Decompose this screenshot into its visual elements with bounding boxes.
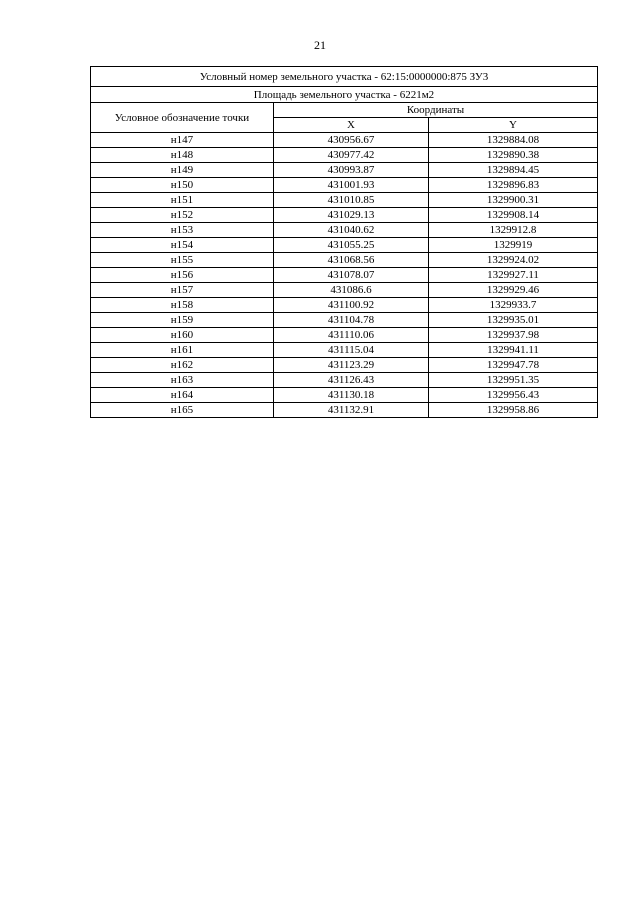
- table-area: Площадь земельного участка - 6221м2: [91, 87, 598, 103]
- x-cell: 431115.04: [274, 343, 429, 358]
- x-cell: 431123.29: [274, 358, 429, 373]
- y-cell: 1329927.11: [429, 268, 598, 283]
- y-cell: 1329947.78: [429, 358, 598, 373]
- x-cell: 431126.43: [274, 373, 429, 388]
- x-header: X: [274, 118, 429, 133]
- x-cell: 430993.87: [274, 163, 429, 178]
- point-cell: н155: [91, 253, 274, 268]
- table-row: [91, 298, 598, 313]
- table-row: [91, 268, 598, 283]
- y-cell: 1329958.86: [429, 403, 598, 418]
- x-cell: 430956.67: [274, 133, 429, 148]
- point-header: Условное обозначение точки: [91, 103, 274, 133]
- table-row: [91, 223, 598, 238]
- table-row: [91, 133, 598, 148]
- point-cell: н158: [91, 298, 274, 313]
- x-cell: 431110.06: [274, 328, 429, 343]
- point-cell: н157: [91, 283, 274, 298]
- y-cell: 1329919: [429, 238, 598, 253]
- point-cell: н153: [91, 223, 274, 238]
- x-cell: 431132.91: [274, 403, 429, 418]
- table-row: [91, 313, 598, 328]
- table-row: [91, 238, 598, 253]
- point-cell: н163: [91, 373, 274, 388]
- table-body: [91, 133, 598, 418]
- table-row: [91, 283, 598, 298]
- y-cell: 1329935.01: [429, 313, 598, 328]
- table-row: [91, 388, 598, 403]
- point-cell: н148: [91, 148, 274, 163]
- point-cell: н151: [91, 193, 274, 208]
- y-cell: 1329884.08: [429, 133, 598, 148]
- y-cell: 1329933.7: [429, 298, 598, 313]
- x-cell: 431100.92: [274, 298, 429, 313]
- x-cell: 431086.6: [274, 283, 429, 298]
- x-cell: 431078.07: [274, 268, 429, 283]
- point-cell: н159: [91, 313, 274, 328]
- point-cell: н154: [91, 238, 274, 253]
- y-cell: 1329912.8: [429, 223, 598, 238]
- y-cell: 1329956.43: [429, 388, 598, 403]
- point-cell: н165: [91, 403, 274, 418]
- point-cell: н164: [91, 388, 274, 403]
- y-cell: 1329937.98: [429, 328, 598, 343]
- y-cell: 1329924.02: [429, 253, 598, 268]
- y-header: Y: [429, 118, 598, 133]
- page-number: 21: [314, 38, 326, 52]
- point-cell: н152: [91, 208, 274, 223]
- x-cell: 431104.78: [274, 313, 429, 328]
- point-cell: н149: [91, 163, 274, 178]
- y-cell: 1329890.38: [429, 148, 598, 163]
- point-cell: н150: [91, 178, 274, 193]
- y-cell: 1329929.46: [429, 283, 598, 298]
- y-cell: 1329951.35: [429, 373, 598, 388]
- y-cell: 1329894.45: [429, 163, 598, 178]
- table-row: [91, 328, 598, 343]
- table-row: [91, 253, 598, 268]
- y-cell: 1329908.14: [429, 208, 598, 223]
- table-row: [91, 373, 598, 388]
- table-row: [91, 163, 598, 178]
- x-cell: 431010.85: [274, 193, 429, 208]
- x-cell: 431055.25: [274, 238, 429, 253]
- x-cell: 430977.42: [274, 148, 429, 163]
- table-title: Условный номер земельного участка - 62:15:0000000:875 ЗУ3: [91, 67, 598, 87]
- table-row: [91, 208, 598, 223]
- point-cell: н161: [91, 343, 274, 358]
- coordinates-table: [90, 66, 598, 418]
- point-cell: н160: [91, 328, 274, 343]
- table-row: [91, 148, 598, 163]
- table-row: [91, 193, 598, 208]
- x-cell: 431130.18: [274, 388, 429, 403]
- y-cell: 1329896.83: [429, 178, 598, 193]
- y-cell: 1329900.31: [429, 193, 598, 208]
- x-cell: 431029.13: [274, 208, 429, 223]
- table-row: [91, 358, 598, 373]
- point-cell: н156: [91, 268, 274, 283]
- y-cell: 1329941.11: [429, 343, 598, 358]
- x-cell: 431040.62: [274, 223, 429, 238]
- point-cell: н147: [91, 133, 274, 148]
- table-row: [91, 343, 598, 358]
- coords-header: Координаты: [274, 103, 598, 118]
- x-cell: 431068.56: [274, 253, 429, 268]
- point-cell: н162: [91, 358, 274, 373]
- x-cell: 431001.93: [274, 178, 429, 193]
- table-row: [91, 403, 598, 418]
- table-row: [91, 178, 598, 193]
